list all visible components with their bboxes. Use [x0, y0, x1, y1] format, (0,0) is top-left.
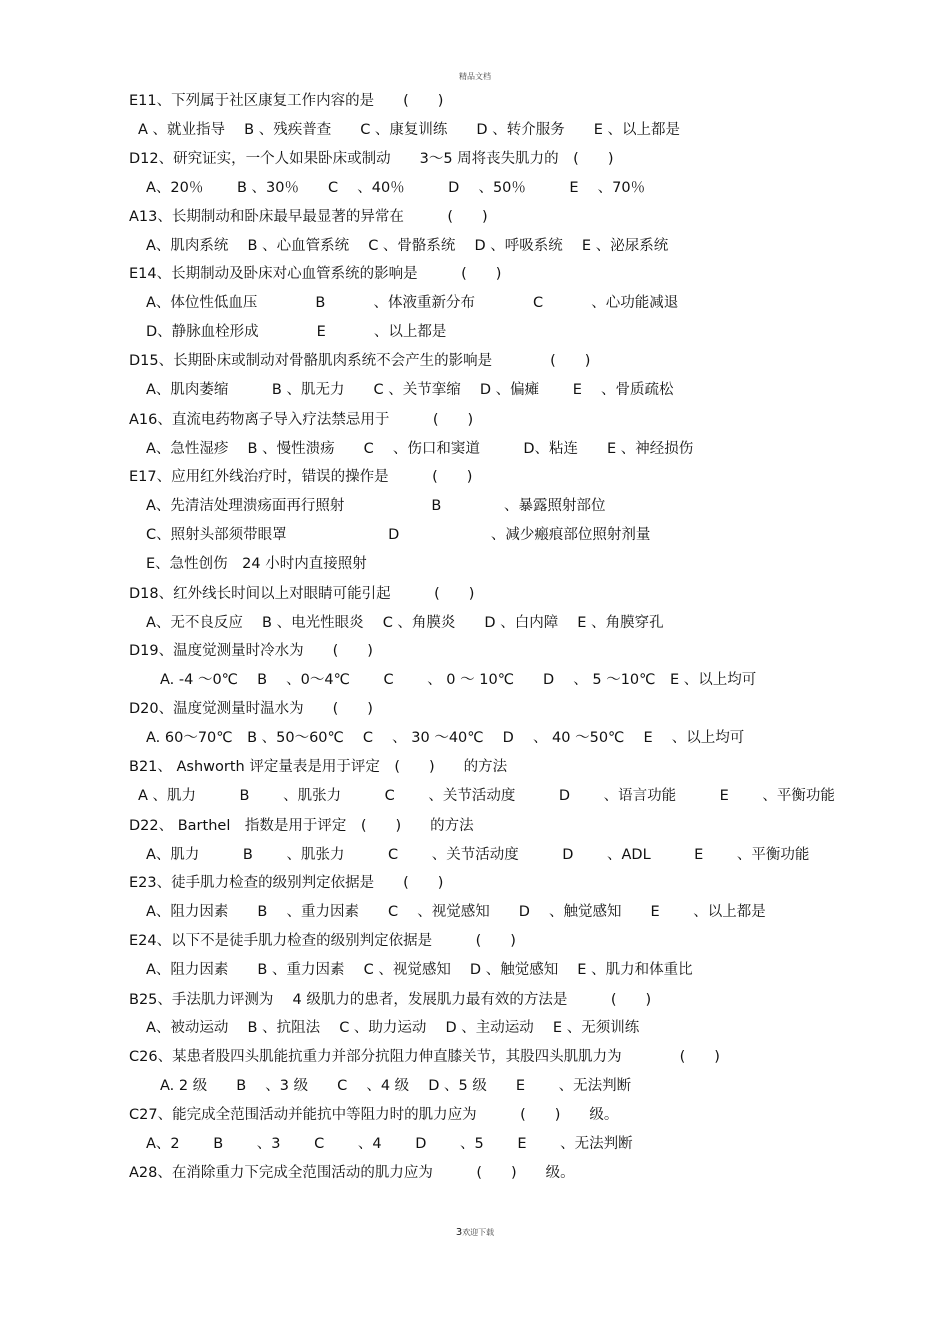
options-b21: A 、肌力 B 、肌张力 C 、关节活动度 D 、语言功能 E 、平衡功能	[138, 788, 835, 804]
question-a13: A13、长期制动和卧床最早最显著的异常在 ( )	[129, 209, 488, 225]
options-e11: A 、就业指导 B 、残疾普查 C 、康复训练 D 、转介服务 E 、以上都是	[138, 122, 680, 138]
question-d18: D18、红外线长时间以上对眼睛可能引起 ( )	[129, 586, 475, 602]
options-d22: A、肌力 B 、肌张力 C 、关节活动度 D 、ADL E 、平衡功能	[146, 847, 810, 863]
options-e23: A、阻力因素 B 、重力因素 C 、视觉感知 D 、触觉感知 E 、以上都是	[146, 904, 766, 920]
options-e17-row2: C、照射头部须带眼罩 D 、减少瘢痕部位照射剂量	[146, 527, 651, 543]
question-c26: C26、某患者股四头肌能抗重力并部分抗阻力伸直膝关节，其股四头肌肌力为 ( )	[129, 1049, 720, 1065]
question-d19: D19、温度觉测量时冷水为 ( )	[129, 643, 373, 659]
question-c27: C27、能完成全范围活动并能抗中等阻力时的肌力应为 ( ) 级。	[129, 1107, 619, 1123]
footer-note: 欢迎下载	[462, 1228, 495, 1237]
options-d19: A. -4 ～0℃ B 、0～4℃ C 、 0 ～ 10℃ D 、 5 ～10℃ E 、以上均可	[160, 672, 757, 688]
options-a13: A、肌肉系统 B 、心血管系统 C 、骨骼系统 D 、呼吸系统 E 、泌尿系统	[146, 238, 669, 254]
options-e17-row3: E、急性创伤 24 小时内直接照射	[146, 556, 367, 572]
question-d15: D15、长期卧床或制动对骨骼肌肉系统不会产生的影响是 ( )	[129, 353, 591, 369]
page-footer	[0, 1227, 950, 1238]
page-header: 精品文档	[459, 72, 491, 81]
question-a16: A16、直流电药物离子导入疗法禁忌用于 ( )	[129, 412, 474, 428]
question-d12: D12、研究证实，一个人如果卧床或制动 3～5 周将丧失肌力的 ( )	[129, 151, 614, 167]
question-b25: B25、手法肌力评测为 4 级肌力的患者，发展肌力最有效的方法是 ( )	[129, 992, 652, 1008]
question-e14: E14、长期制动及卧床对心血管系统的影响是 ( )	[129, 266, 502, 282]
question-d22: D22、 Barthel 指数是用于评定 ( ) 的方法	[129, 818, 474, 834]
options-e14-row2: D、静脉血栓形成 E 、以上都是	[146, 324, 447, 340]
options-a16: A、急性湿疹 B 、慢性溃疡 C 、伤口和窦道 D、粘连 E 、神经损伤	[146, 441, 694, 457]
options-b25: A、被动运动 B 、抗阻法 C 、助力运动 D 、主动运动 E 、无须训练	[146, 1020, 640, 1036]
options-e17-row1: A、先清洁处理溃疡面再行照射 B 、暴露照射部位	[146, 498, 606, 514]
options-e14-row1: A、体位性低血压 B 、体液重新分布 C 、心功能减退	[146, 295, 679, 311]
question-e24: E24、以下不是徒手肌力检查的级别判定依据是 ( )	[129, 933, 516, 949]
options-c27: A、2 B 、3 C 、4 D 、5 E 、无法判断	[146, 1136, 633, 1152]
question-e11: E11、下列属于社区康复工作内容的是 ( )	[129, 93, 444, 109]
options-d12: A、20％ B 、30％ C 、40％ D 、50％ E 、70％	[146, 180, 646, 196]
question-e17: E17、应用红外线治疗时，错误的操作是 ( )	[129, 469, 473, 485]
options-d15: A、肌肉萎缩 B 、肌无力 C 、关节挛缩 D 、偏瘫 E 、骨质疏松	[146, 382, 674, 398]
question-d20: D20、温度觉测量时温水为 ( )	[129, 701, 373, 717]
options-e24: A、阻力因素 B 、重力因素 C 、视觉感知 D 、触觉感知 E 、肌力和体重比	[146, 962, 693, 978]
question-a28: A28、在消除重力下完成全范围活动的肌力应为 ( ) 级。	[129, 1165, 575, 1181]
options-d18: A、无不良反应 B 、电光性眼炎 C 、角膜炎 D 、白内障 E 、角膜穿孔	[146, 615, 664, 631]
question-b21: B21、 Ashworth 评定量表是用于评定 ( ) 的方法	[129, 759, 508, 775]
options-c26: A. 2 级 B 、3 级 C 、4 级 D 、5 级 E 、无法判断	[160, 1078, 632, 1094]
options-d20: A. 60～70℃ B 、50～60℃ C 、 30 ～40℃ D 、 40 ～50℃ E 、以上均可	[146, 730, 745, 746]
question-e23: E23、徒手肌力检查的级别判定依据是 ( )	[129, 875, 444, 891]
page-number: 3	[455, 1227, 463, 1238]
